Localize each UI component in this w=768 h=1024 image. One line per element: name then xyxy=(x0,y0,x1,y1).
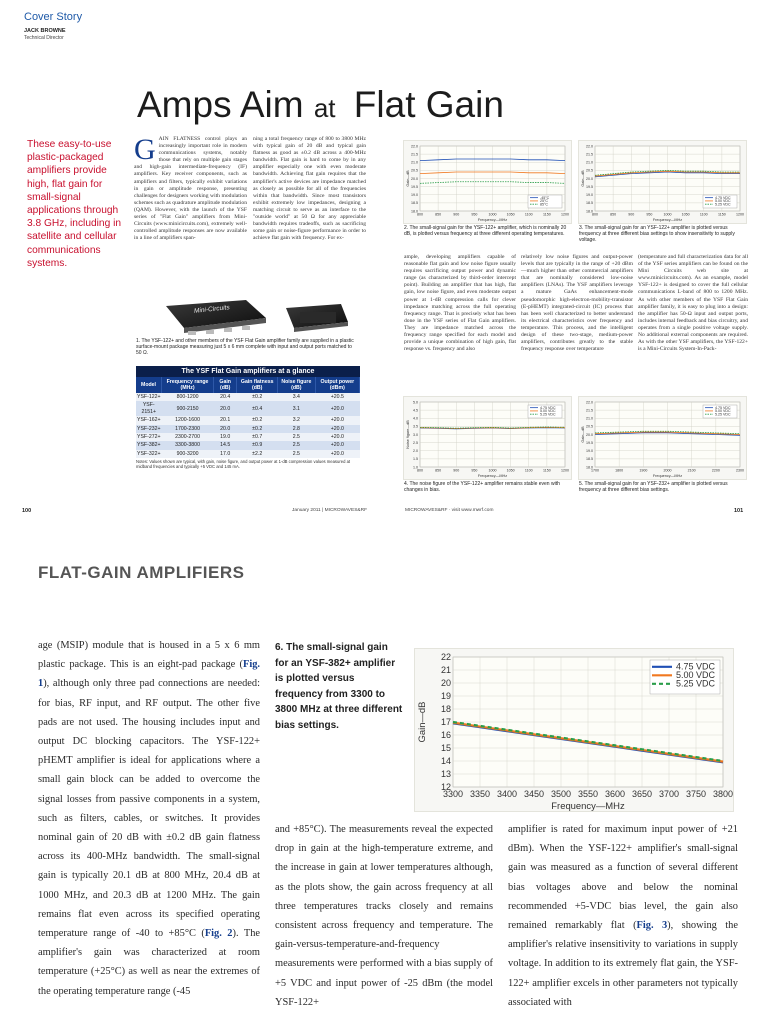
spec-table-cell: YSF-272+ xyxy=(137,434,161,441)
author-title: Technical Director xyxy=(24,35,64,41)
y-tick-label: 20.5 xyxy=(411,168,418,173)
fig1-ref: Fig. 1 xyxy=(38,659,260,690)
spec-table-cell: 20.4 xyxy=(214,393,237,401)
x-axis-label: Frequency—MHz xyxy=(551,801,625,811)
y-tick-label: 3.0 xyxy=(413,432,418,437)
x-tick-label: 1050 xyxy=(506,468,515,473)
fig2-caption: 2. The small-signal gain for the YSF-122+ amplifier, which is nominally 20 dB, is plotted versus frequency at three different operating temperatures. xyxy=(404,225,567,237)
zoom-section-title: FLAT-GAIN AMPLIFIERS xyxy=(38,563,245,582)
footer-left-page: 100 xyxy=(22,508,32,514)
column-1 xyxy=(134,136,247,324)
x-tick-label: 1050 xyxy=(681,212,690,217)
fig5-chart xyxy=(579,397,746,479)
author-name: JACK BROWNE xyxy=(24,28,66,34)
spec-table-cell: 19.0 xyxy=(214,433,237,441)
spec-table-cell: YSF-122+ xyxy=(137,394,161,400)
x-tick-label: 3350 xyxy=(469,789,491,799)
spec-table-cell: ±0.4 xyxy=(237,401,278,416)
y-tick-label: 19.0 xyxy=(586,449,593,454)
x-tick-label: 2300 xyxy=(736,468,744,473)
x-tick-label: 3600 xyxy=(604,789,626,799)
x-tick-label: 1700 xyxy=(591,468,599,473)
y-tick-label: 19.5 xyxy=(586,184,593,189)
y-tick-label: 3.5 xyxy=(413,424,418,429)
legend-label: 4.75 VDC xyxy=(715,405,731,410)
y-tick-label: 19.5 xyxy=(586,440,593,445)
y-tick-label: 21 xyxy=(440,665,451,676)
legend-label: 5.25 VDC xyxy=(715,412,731,417)
y-tick-label: 18.5 xyxy=(586,457,593,462)
article-title xyxy=(137,84,504,126)
y-tick-label: 18.5 xyxy=(586,201,593,206)
spec-table-row xyxy=(136,401,360,416)
legend-label: 5.00 VDC xyxy=(715,199,731,203)
y-tick-label: 22 xyxy=(440,652,451,663)
y-tick-label: 18.0 xyxy=(411,209,418,214)
spec-table-cell: +20.0 xyxy=(315,441,359,449)
fig6-chart xyxy=(415,649,733,811)
spec-table-cell: 2.5 xyxy=(278,433,316,441)
spec-table-row xyxy=(136,441,360,449)
column-1-text: AIN FLATNESS control plays an increasingly important role in modern communications systems, notably those that rely on multiple gain stages and high-gain intermediate-frequency (IF) amplifiers. Key receiver components, such as amplifiers and filters, typically exhibit variations in gain or amplitude response, presenting challenges for designers working with modulation schemes such as quadrature amplitude modulation (QAM). However, with the launch of the YSF series of "Flat Gain" amplifiers from Mini-Circuits (www.minicircuits.com), extremely well-controlled amplitude responses are now available in a line of amplifiers span- xyxy=(134,136,247,242)
legend-label: 25°C xyxy=(540,199,549,203)
column-4: relatively low noise figures and output-power levels that are typically in the range of +20 dBm—much higher than other commercial amplifiers that are nominally considered low-noise amplifiers (LNAs). The YSF amplifiers leverage a mature GaAs enhancement-mode pseudomorphic high-electron-mobility-transistor (E-pHEMT) integrated-circuit (IC) process that has been well characterized to better understand its electrical characteristics over frequency and temperature. This process, and the intelligent design of these two-stage, medium-power amplifiers, contributes greatly to the stable frequency response over temperature xyxy=(521,254,633,353)
spec-table-header: Frequency range (MHz) xyxy=(162,377,214,393)
x-tick-label: 3800 xyxy=(712,789,733,799)
fig6-chart-panel xyxy=(414,648,734,812)
zoom-column-1 xyxy=(38,636,260,1024)
spec-table-cell: 2.8 xyxy=(278,425,316,433)
spec-table-cell: 3.1 xyxy=(278,401,316,416)
x-tick-label: 1100 xyxy=(524,212,533,217)
zoom-col1-b: ), although only three pad connections are needed: for bias, RF input, and RF output. The other five pads are not used. The housing includes input and output DC blocking capacitors. The YSF-122+ pHEMT amplifier is ideal for applications where a small gain block can be added to overcome the signal losses from passive components in a system, such as filters, cables, or switches. It provides nominal gain of 20 dB with ±0.2 dB gain flatness across its 400-MHz bandwidth. The small-signal gain is typically 20.1 dB at 800 MHz, 20.4 dB at 1000 MHz, and 20.3 dB at 1200 MHz. The gain remains flat even across its specified operating temperature range of -40 to +85°C ( xyxy=(38,678,260,940)
x-axis-label: Frequency—MHz xyxy=(477,218,508,222)
y-axis-label: Gain—dB xyxy=(406,170,410,187)
y-tick-label: 21.0 xyxy=(411,160,418,165)
y-axis-label: Gain—dB xyxy=(417,701,428,743)
spec-table-cell: 1700-2300 xyxy=(162,425,214,433)
x-tick-label: 1150 xyxy=(543,468,551,473)
spec-table-cell: 2300-2700 xyxy=(162,433,214,441)
x-tick-label: 950 xyxy=(646,212,653,217)
fig4-chart-panel xyxy=(403,396,572,480)
y-tick-label: 20.0 xyxy=(586,432,593,437)
spec-table-cell: 2.5 xyxy=(278,441,316,449)
spec-table-cell: 14.5 xyxy=(214,441,237,449)
x-tick-label: 1150 xyxy=(718,212,726,217)
spec-table xyxy=(136,377,360,458)
y-tick-label: 17 xyxy=(440,717,451,728)
chip-illustration xyxy=(136,298,351,336)
y-tick-label: 18.0 xyxy=(586,209,593,214)
zoom-col1-c: ). The amplifier's gain was characterized at room temperature (+25°C) as well as near the extremes of the operating temperature range (-45 xyxy=(38,928,260,997)
x-tick-label: 1100 xyxy=(699,212,708,217)
zoom-column-2: and +85°C). The measurements reveal the expected drop in gain at the high-temperature extreme, and the increase in gain at lower temperatures although, as the plots show, the gain across frequency at all three temperatures tracks closely and remains consistent across frequency and temperature. The gain-versus-temperature-and-frequency measurements were performed with a bias supply of +5 VDC and input power of -25 dBm (the model YSF-122+ xyxy=(275,824,493,1008)
spec-table-cell: 20.0 xyxy=(214,425,237,433)
zoom-col3-b: ), showing the amplifier's relative insensitivity to variations in supply voltage. In addition to its extremely flat gain, the YSF-122+ amplifier excels in other parameters not typically associated with xyxy=(508,920,738,1008)
spec-table-cell: YSF-2151+ xyxy=(136,401,162,416)
x-tick-label: 3450 xyxy=(523,789,545,799)
fig4-chart xyxy=(404,397,571,479)
article-deck: These easy-to-use plastic-packaged amplifiers provide high, flat gain for small-signal applications through 3.8 GHz, including in satellite and cellular communications systems. xyxy=(27,139,122,269)
y-tick-label: 21.5 xyxy=(586,152,593,157)
column-3: ample, developing amplifiers capable of reasonable flat gain and low noise figure usually requires sacrificing output power and dynamic range (as characterized by third-order intercept point). Building an amplifier that has high, flat gain, low noise figure, and even moderate output power at 1-dB compression calls for clever impedance matching across the full operating frequency range. That is precisely what has been done in the YSF series of Flat Gain amplifiers. They are impedance matched across the frequency range specified for each model and provide a unique combination of high gain, flat response vs. frequency and also xyxy=(404,254,516,353)
legend-label: -45°C xyxy=(540,195,550,200)
x-tick-label: 900 xyxy=(628,212,635,217)
fig3-ref: Fig. 3 xyxy=(636,920,668,932)
spec-table-header: Model xyxy=(136,377,162,393)
x-tick-label: 1150 xyxy=(543,212,551,217)
column-5: (temperature and full characterization data for all of the YSF series amplifiers can be found on the Mini Circuits web site at www.minicircuits.com). As an example, model YSF-122+ is designed to cover the full cellular communications L-band of 800 to 1200 MHz. As with other members of the YSF Flat Gain amplifier family, it is easy to plug into a design: the amplifier has 50-Ω input and output ports, includes internal feedback and bias circuitry, and operates from a single positive voltage supply. No additional external components are required. As with the other YSF amplifiers, the YSF-122+ is a Mini-Circuits System-In-Pack- xyxy=(638,254,748,353)
spec-table-cell: +20.0 xyxy=(315,450,359,458)
spec-table-cell: +20.0 xyxy=(315,401,359,416)
x-tick-label: 3700 xyxy=(658,789,680,799)
spec-table-cell: ±0.9 xyxy=(237,441,278,449)
fig1-caption: 1. The YSF-122+ and other members of the YSF Flat Gain amplifier family are supplied in a plastic surface-mount package measuring just 5 x 6 mm complete with input and output ports matched to 50 Ω. xyxy=(136,338,354,356)
x-tick-label: 3500 xyxy=(550,789,572,799)
spec-table-title: The YSF Flat Gain amplifiers at a glance xyxy=(136,366,360,377)
x-tick-label: 1100 xyxy=(524,468,533,473)
spec-table-cell: ±0.2 xyxy=(237,416,278,424)
legend-label: 4.75 VDC xyxy=(676,661,716,672)
fig5-caption: 5. The small-signal gain for an YSF-232+ amplifier is plotted versus frequency at three different bias settings. xyxy=(579,481,728,493)
x-tick-label: 900 xyxy=(453,468,460,473)
y-tick-label: 15 xyxy=(440,743,451,754)
x-tick-label: 950 xyxy=(471,212,478,217)
y-tick-label: 18.5 xyxy=(411,201,418,206)
x-tick-label: 1800 xyxy=(615,468,624,473)
legend-label: 5.00 VDC xyxy=(540,409,556,413)
legend-label: 5.25 VDC xyxy=(676,678,716,689)
spec-table-cell: YSF-232+ xyxy=(137,425,161,432)
fig3-chart-panel xyxy=(578,140,747,224)
x-tick-label: 1900 xyxy=(639,468,648,473)
y-tick-label: 20 xyxy=(440,678,451,689)
x-tick-label: 1000 xyxy=(488,468,497,473)
chip-photo xyxy=(136,298,351,336)
fig2-chart-panel xyxy=(403,140,572,224)
y-tick-label: 2.0 xyxy=(413,449,418,454)
spec-table-cell: YSF-382+ xyxy=(137,442,161,449)
fig5-chart-panel xyxy=(578,396,747,480)
legend-label: 5.00 VDC xyxy=(676,670,716,680)
y-tick-label: 22.0 xyxy=(586,400,593,405)
y-tick-label: 14 xyxy=(440,756,451,767)
spec-table-cell: 20.0 xyxy=(214,401,237,416)
spec-table-cell: YSF-162+ xyxy=(137,417,161,424)
x-tick-label: 1200 xyxy=(736,212,744,217)
x-tick-label: 1200 xyxy=(561,468,569,473)
x-tick-label: 1200 xyxy=(561,212,569,217)
spec-table-cell: +20.0 xyxy=(315,425,359,433)
y-tick-label: 4.5 xyxy=(413,408,418,413)
x-axis-label: Frequency—MHz xyxy=(652,218,683,222)
fig2-ref: Fig. 2 xyxy=(204,928,233,940)
spec-table-cell: +20.0 xyxy=(315,433,359,441)
x-tick-label: 850 xyxy=(435,212,442,217)
spec-table-cell: ±0.2 xyxy=(237,425,278,433)
title-part-3: Flat Gain xyxy=(353,84,504,125)
spec-table-notes: Notes: Values shown are typical, with gain, noise figure, and output power at 1-dB compression values measured at midband frequencies and typically +5 VDC and 145 mA. xyxy=(136,459,351,470)
spec-table-box xyxy=(136,366,360,469)
x-tick-label: 2100 xyxy=(687,468,696,473)
x-tick-label: 3650 xyxy=(631,789,653,799)
y-axis-label: Gain—dB xyxy=(581,170,585,187)
title-part-2: at xyxy=(313,93,336,123)
legend-label: 5.25 VDC xyxy=(715,202,731,207)
x-tick-label: 2000 xyxy=(663,468,672,473)
x-tick-label: 3400 xyxy=(496,789,518,799)
spec-table-cell: 3.2 xyxy=(278,416,316,424)
y-tick-label: 20.0 xyxy=(586,176,593,181)
spec-table-row xyxy=(136,393,360,401)
x-tick-label: 850 xyxy=(610,212,617,217)
footer-left-center: January 2011 | MICROWAVES&RF xyxy=(292,508,367,513)
legend-label: 5.00 VDC xyxy=(715,409,731,413)
spec-table-header: Gain flatness (dB) xyxy=(237,377,278,393)
x-tick-label: 3550 xyxy=(577,789,599,799)
y-tick-label: 22.0 xyxy=(586,144,593,149)
drop-cap: G xyxy=(134,136,156,166)
x-tick-label: 900 xyxy=(453,212,460,217)
fig3-chart xyxy=(579,141,746,223)
fig4-caption: 4. The noise figure of the YSF-122+ amplifier remains stable even with changes in bias. xyxy=(404,481,560,493)
spec-table-row xyxy=(136,425,360,433)
spec-table-cell: 1200-1600 xyxy=(162,416,214,424)
spec-table-header: Output power (dBm) xyxy=(315,377,359,393)
spec-table-cell: ±0.2 xyxy=(237,393,278,401)
y-tick-label: 20.0 xyxy=(411,176,418,181)
y-tick-label: 1.0 xyxy=(413,465,418,470)
y-tick-label: 21.5 xyxy=(411,152,418,157)
spec-table-row xyxy=(136,416,360,424)
y-axis-label: Noise figure—dB xyxy=(406,420,410,449)
spec-table-cell: 17.0 xyxy=(214,450,237,458)
footer-right-center: MICROWAVES&RF · visit www.mwrf.com xyxy=(405,508,494,513)
section-label: Cover Story xyxy=(24,11,83,23)
spec-table-cell: 2.5 xyxy=(278,450,316,458)
y-tick-label: 19.5 xyxy=(411,184,418,189)
spec-table-cell: ±0.7 xyxy=(237,433,278,441)
legend-label: 5.25 VDC xyxy=(540,412,556,417)
spec-table-cell: 20.1 xyxy=(214,416,237,424)
x-tick-label: 2200 xyxy=(711,468,720,473)
x-tick-label: 3750 xyxy=(685,789,707,799)
spec-table-cell: +20.5 xyxy=(315,393,359,401)
y-tick-label: 21.0 xyxy=(586,416,593,421)
fig2-chart xyxy=(404,141,571,223)
spec-table-row xyxy=(136,450,360,458)
spec-table-cell: ±2.2 xyxy=(237,450,278,458)
spec-table-cell: 900-3200 xyxy=(162,450,214,458)
title-part-1: Amps Aim xyxy=(137,84,304,125)
y-tick-label: 19.0 xyxy=(586,193,593,198)
column-2: ning a total frequency range of 800 to 3800 MHz with typical gain of 20 dB and typical gain flatness as good as ±0.2 dB across a 400-MHz bandwidth. Flat gain is hard to come by in any amplifier especially one with even moderate bandwidth. Achieving flat gain requires that the amplifier's active devices are impedance matched as closely as possible for all of the frequencies within that bandwidth. Since most transistors exhibit extremely low impedances, designing a matching circuit to serve as an interface to the "outside world" at 50 Ω for any appreciable bandwidth requires tradeoffs, such as sacrificing some gain or noise-figure performance in order to achieve flat gain with frequency. For ex- xyxy=(253,136,366,242)
legend-label: 85°C xyxy=(540,202,549,207)
spec-table-cell: 3.4 xyxy=(278,393,316,401)
y-tick-label: 4.0 xyxy=(413,416,418,421)
spec-table-header: Noise figure (dB) xyxy=(278,377,316,393)
spec-table-cell: 900-2150 xyxy=(162,401,214,416)
x-tick-label: 1000 xyxy=(663,212,672,217)
fig3-caption: 3. The small-signal gain for an YSF-122+ amplifier is plotted versus frequency at three different bias settings to show insensitivity to supply voltage. xyxy=(579,225,735,243)
y-tick-label: 18 xyxy=(440,704,451,715)
y-tick-label: 19.0 xyxy=(411,193,418,198)
y-axis-label: Gain—dB xyxy=(581,426,585,443)
spec-table-cell: 3300-3800 xyxy=(162,441,214,449)
legend-label: 4.75 VDC xyxy=(715,195,731,200)
y-tick-label: 1.5 xyxy=(413,457,418,462)
y-tick-label: 5.0 xyxy=(413,400,418,405)
x-tick-label: 1000 xyxy=(488,212,497,217)
y-tick-label: 2.5 xyxy=(413,440,418,445)
zoom-col3-a: amplifier is rated for maximum input power of +21 dBm). When the YSF-122+ amplifier's small-signal gain was measured as a function of several different bias voltages above and below the nominal recommended +5-VDC bias level, the gain also remained remarkably flat ( xyxy=(508,824,738,932)
legend-label: 4.75 VDC xyxy=(540,405,556,410)
x-tick-label: 3300 xyxy=(442,789,464,799)
x-tick-label: 850 xyxy=(435,468,442,473)
x-tick-label: 950 xyxy=(471,468,478,473)
x-axis-label: Frequency—MHz xyxy=(477,474,508,478)
x-tick-label: 800 xyxy=(417,212,423,217)
y-tick-label: 19 xyxy=(440,691,451,702)
fig6-caption: 6. The small-signal gain for an YSF-382+ amplifier is plotted versus frequency from 3300 to 3800 MHz at three different bias settings. xyxy=(275,642,403,731)
spec-table-row xyxy=(136,433,360,441)
spec-table-cell: +20.0 xyxy=(315,416,359,424)
x-axis-label: Frequency—MHz xyxy=(652,474,683,478)
y-tick-label: 13 xyxy=(440,769,451,780)
footer-right-page: 101 xyxy=(734,508,744,514)
y-tick-label: 22.0 xyxy=(411,144,418,149)
spec-table-cell: 800-1200 xyxy=(162,393,214,401)
chip-logo: Mini-Circuits xyxy=(193,304,231,315)
y-tick-label: 12 xyxy=(440,782,451,793)
zoom-col1-a: age (MSIP) module that is housed in a 5 x 6 mm plastic package. This is an eight-pad package ( xyxy=(38,640,260,671)
x-tick-label: 800 xyxy=(417,468,423,473)
y-tick-label: 18.0 xyxy=(586,465,593,470)
x-tick-label: 1050 xyxy=(506,212,515,217)
y-tick-label: 16 xyxy=(440,730,451,741)
zoom-column-3 xyxy=(508,820,738,1024)
y-tick-label: 20.5 xyxy=(586,424,593,429)
x-tick-label: 800 xyxy=(592,212,598,217)
y-tick-label: 21.5 xyxy=(586,408,593,413)
y-tick-label: 20.5 xyxy=(586,168,593,173)
y-tick-label: 21.0 xyxy=(586,160,593,165)
spec-table-cell: YSF-322+ xyxy=(137,450,161,457)
spec-table-header: Gain (dB) xyxy=(214,377,237,393)
